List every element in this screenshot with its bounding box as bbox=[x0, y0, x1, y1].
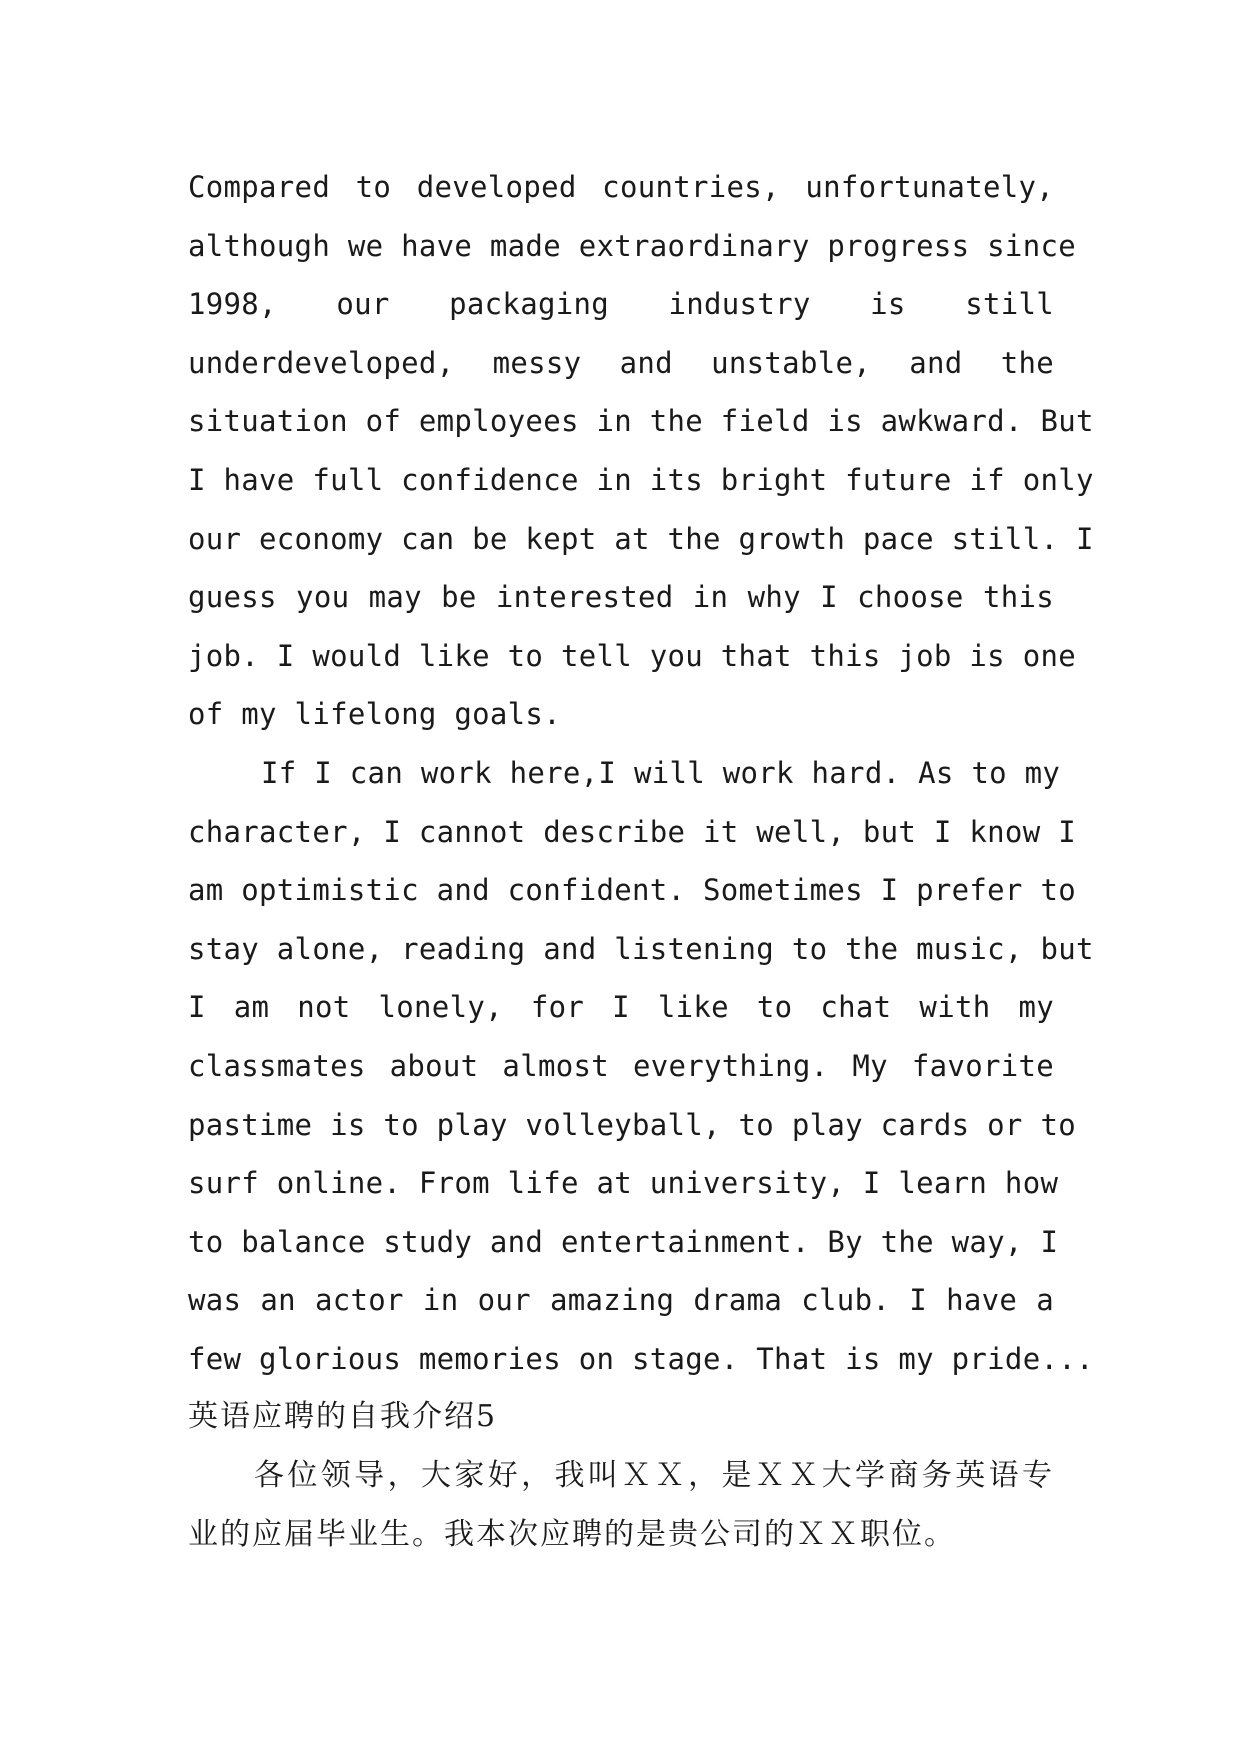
text-line: I am not lonely, for I like to chat with my bbox=[188, 990, 1054, 1025]
text-line: situation of employees in the field is awkward. But bbox=[188, 404, 1094, 439]
text-line: pastime is to play volleyball, to play cards or to bbox=[188, 1107, 1076, 1142]
text-line: our economy can be kept at the growth pace still. I bbox=[188, 521, 1094, 556]
text-line: character, I cannot describe it well, but I know I bbox=[188, 814, 1076, 849]
text-line: few glorious memories on stage. That is my pride... bbox=[188, 1341, 1094, 1376]
paragraph-2 bbox=[188, 744, 1094, 1389]
text-line: although we have made extraordinary progress since bbox=[188, 228, 1076, 263]
text-line: 1998, our packaging industry is still bbox=[188, 287, 1054, 322]
text-line: I have full confidence in its bright future if only bbox=[188, 462, 1094, 497]
text-line: underdeveloped, messy and unstable, and the bbox=[188, 345, 1054, 380]
text-line: to balance study and entertainment. By the way, I bbox=[188, 1224, 1059, 1259]
text-line: job. I would like to tell you that this job is one bbox=[188, 638, 1076, 673]
text-line: surf online. From life at university, I learn how bbox=[188, 1166, 1059, 1201]
paragraph-3 bbox=[188, 1447, 1054, 1564]
text-line: guess you may be interested in why I choose this bbox=[188, 580, 1054, 615]
paragraph-1 bbox=[188, 158, 1094, 744]
text-line: stay alone, reading and listening to the music, but bbox=[188, 931, 1094, 966]
text-line: If I can work here,I will work hard. As to my bbox=[261, 755, 1061, 790]
text-line: of my lifelong goals. bbox=[188, 697, 561, 732]
text-line: am optimistic and confident. Sometimes I prefer to bbox=[188, 873, 1076, 908]
text-line: 各位领导，大家好，我叫ＸＸ，是ＸＸ大学商务英语专 bbox=[254, 1458, 1054, 1494]
document-body bbox=[188, 158, 1094, 1564]
text-line: was an actor in our amazing drama club. I have a bbox=[188, 1283, 1054, 1318]
text-line: Compared to developed countries, unfortunately, bbox=[188, 170, 1054, 204]
text-line: 业的应届毕业生。我本次应聘的是贵公司的ＸＸ职位。 bbox=[188, 1516, 956, 1552]
text-line: classmates about almost everything. My favorite bbox=[188, 1048, 1054, 1083]
section-heading: 英语应聘的自我介绍5 bbox=[188, 1399, 498, 1435]
